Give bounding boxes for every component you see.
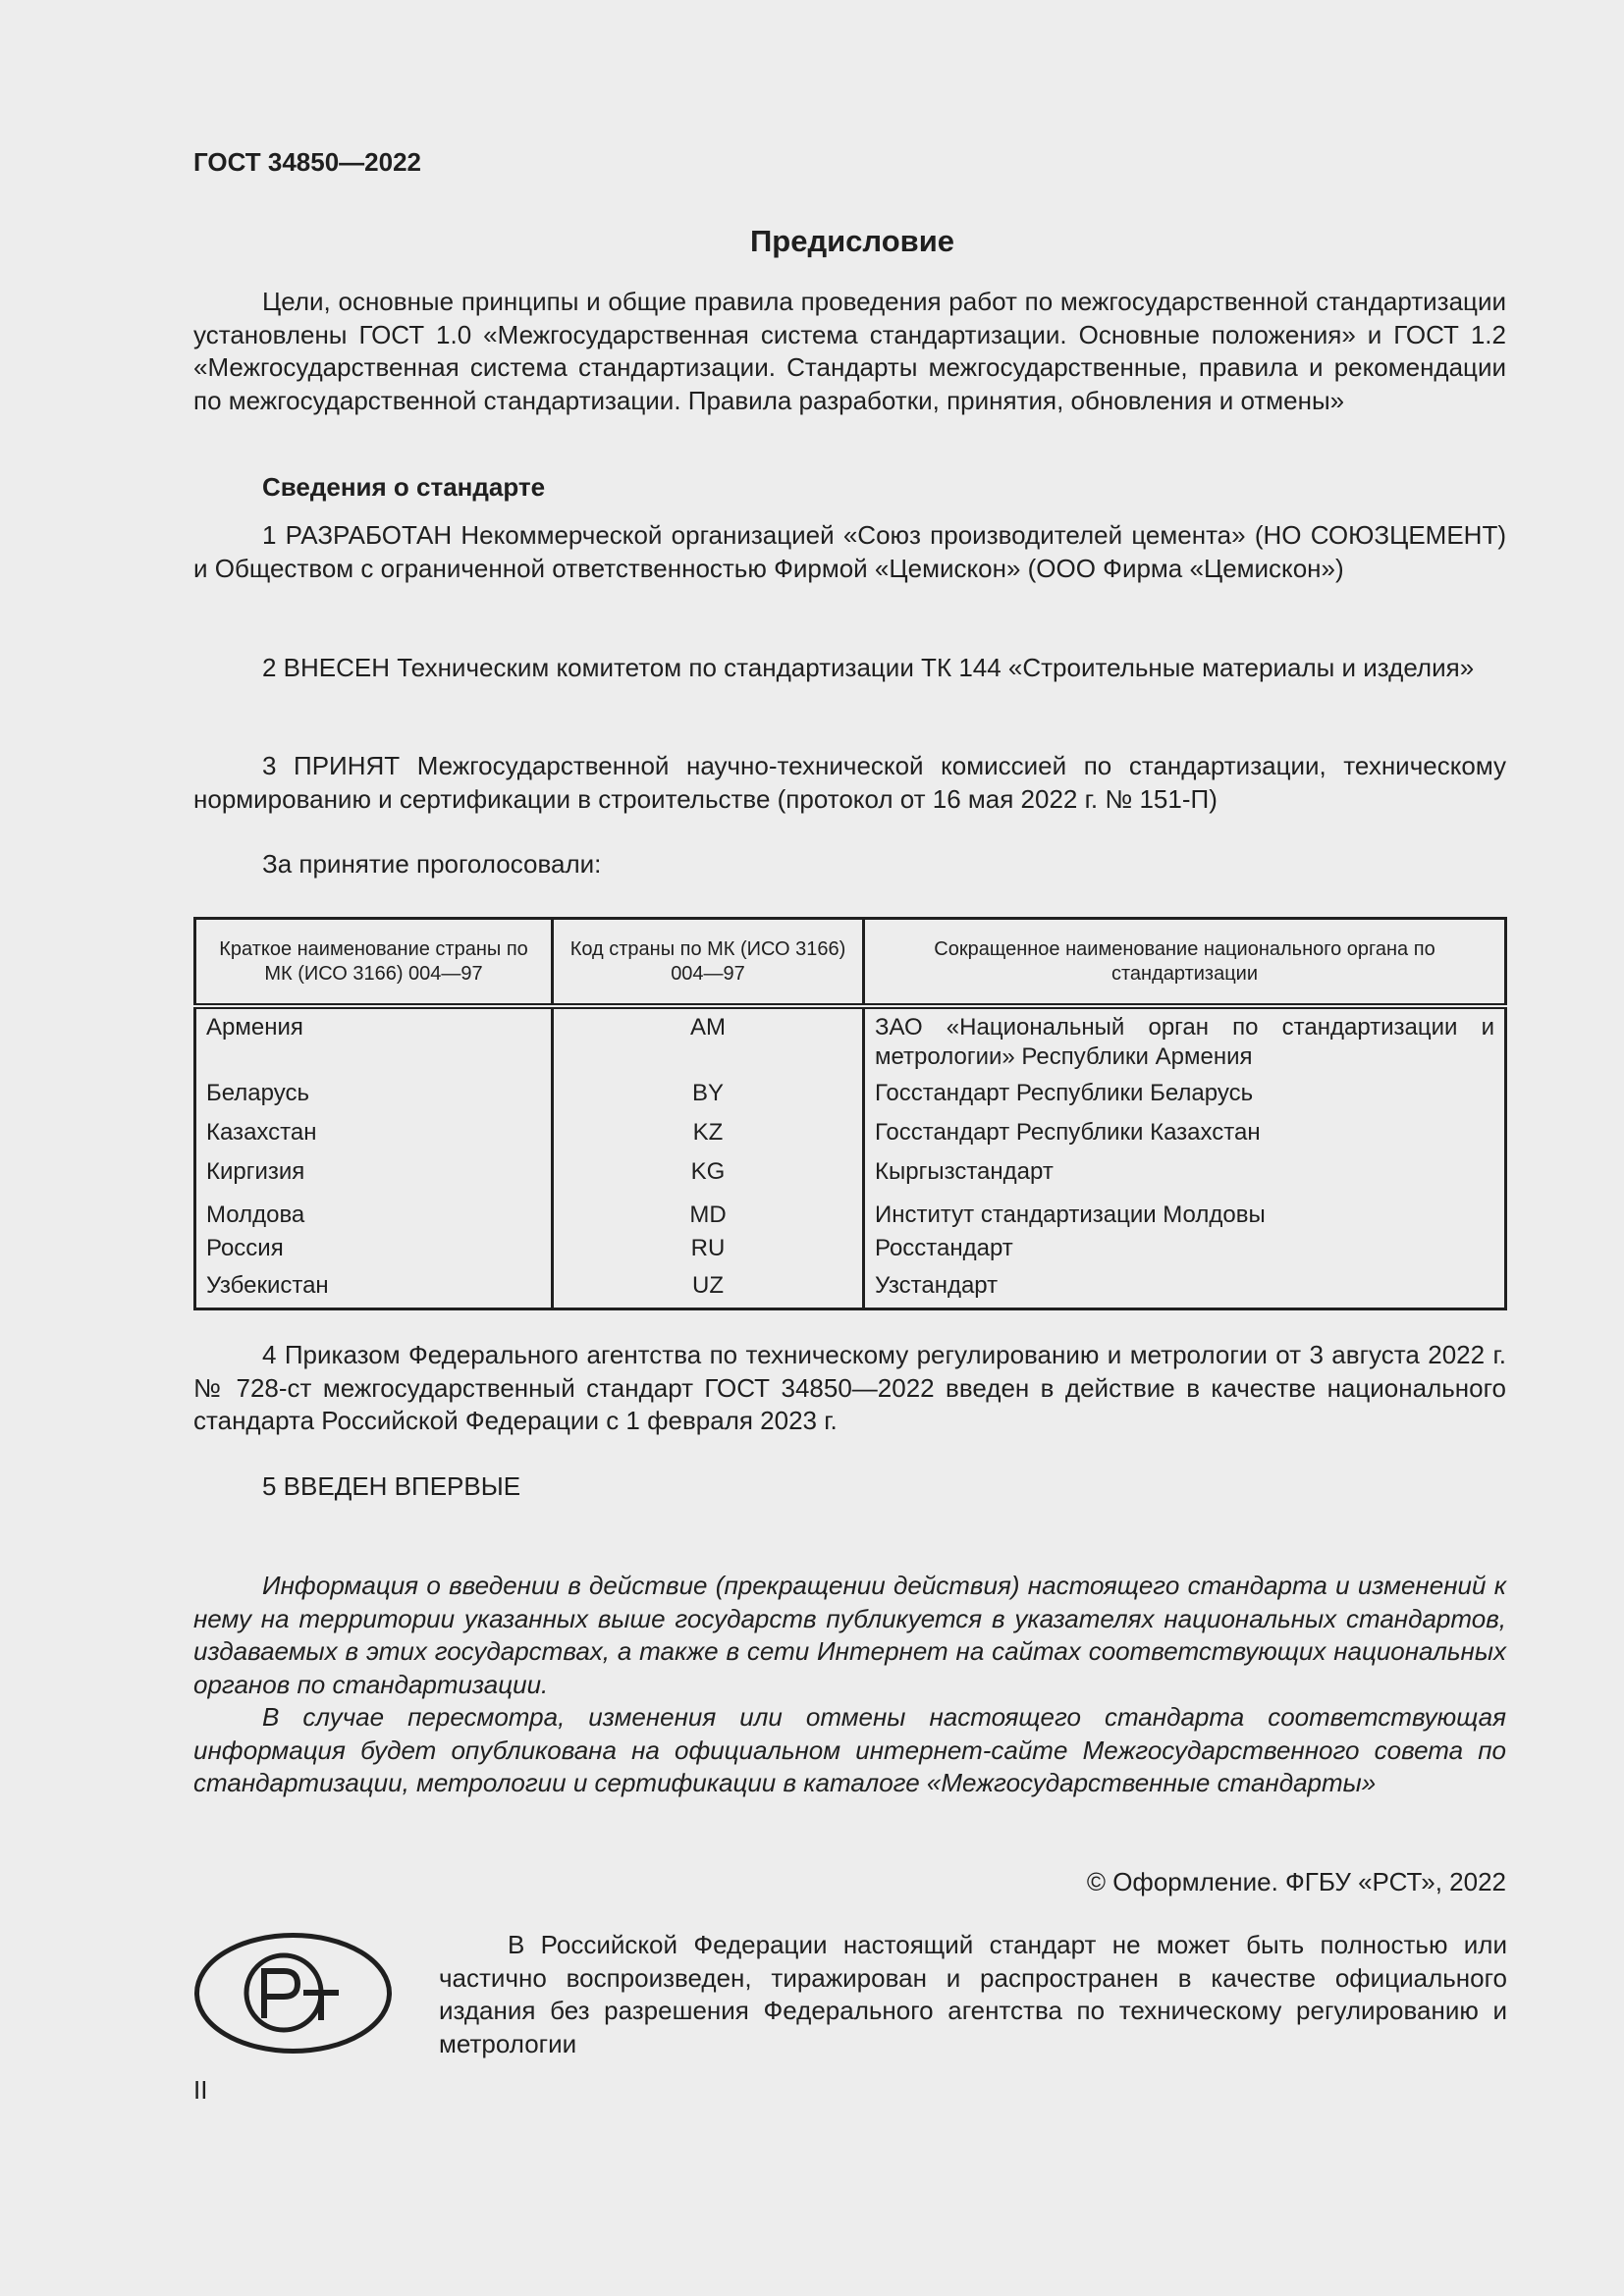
table-row: [195, 1075, 1506, 1114]
page-number: II: [193, 2075, 208, 2105]
org-cell: Росстандарт: [864, 1230, 1506, 1267]
country-cell: Казахстан: [195, 1114, 553, 1153]
item-order: 4 Приказом Федерального агентства по техническому регулированию и метрологии от 3 августа 2022 г. № 728-ст межгосударственный стандарт ГОСТ 34850—2022 введен в действие в качестве национального стандарта Российской Федерации с 1 февраля 2023 г.: [193, 1340, 1506, 1435]
intro-paragraph: Цели, основные принципы и общие правила проведения работ по межгосударственной стандартизации установлены ГОСТ 1.0 «Межгосударственная система стандартизации. Основные положения» и ГОСТ 1.2 «Межгосударственная система стандартизации. Стандарты межгосударственные, правила и рекомендации по межгосударственной стандартизации. Правила разработки, принятия, обновления и отмены»: [193, 287, 1506, 415]
code-cell: MD: [553, 1197, 864, 1230]
table-row: [195, 1267, 1506, 1309]
section-title: Сведения о стандарте: [262, 472, 546, 502]
org-cell: Госстандарт Республики Беларусь: [864, 1075, 1506, 1114]
header-country: Краткое наименование страны по МК (ИСО 3166) 004—97: [195, 919, 553, 1007]
table-row: [195, 1114, 1506, 1153]
standard-number: ГОСТ 34850—2022: [193, 147, 421, 177]
table-row: [195, 1153, 1506, 1197]
header-code: Код страны по МК (ИСО 3166) 004—97: [553, 919, 864, 1007]
rst-logo-icon: [193, 1932, 393, 2055]
country-cell: Узбекистан: [195, 1267, 553, 1309]
code-cell: KZ: [553, 1114, 864, 1153]
org-cell: Узстандарт: [864, 1267, 1506, 1309]
code-cell: AM: [553, 1006, 864, 1075]
table-header-row: [195, 919, 1506, 1007]
org-cell: Институт стандартизации Молдовы: [864, 1197, 1506, 1230]
table-row: [195, 1197, 1506, 1230]
code-cell: KG: [553, 1153, 864, 1197]
voting-table: [193, 917, 1507, 1310]
org-cell: ЗАО «Национальный орган по стандартизации и метрологии» Республики Армения: [864, 1006, 1506, 1075]
table-row: [195, 1230, 1506, 1267]
code-cell: BY: [553, 1075, 864, 1114]
item-developed: 1 РАЗРАБОТАН Некоммерческой организацией «Союз производителей цемента» (НО СОЮЗЦЕМЕНТ) и Обществом с ограниченной ответственностью Фирмой «Цемискон» (ООО Фирма «Цемискон»): [193, 520, 1506, 583]
table-row: [195, 1006, 1506, 1075]
header-org: Сокращенное наименование национального органа по стандартизации: [864, 919, 1506, 1007]
country-cell: Беларусь: [195, 1075, 553, 1114]
item-first-time: 5 ВВЕДЕН ВПЕРВЫЕ: [262, 1471, 521, 1501]
country-cell: Киргизия: [195, 1153, 553, 1197]
org-cell: Кыргызстандарт: [864, 1153, 1506, 1197]
item-introduced: 2 ВНЕСЕН Техническим комитетом по стандартизации ТК 144 «Строительные материалы и изделия»: [262, 653, 1475, 682]
country-cell: Россия: [195, 1230, 553, 1267]
code-cell: UZ: [553, 1267, 864, 1309]
info-paragraph-1: Информация о введении в действие (прекращении действия) настоящего стандарта и изменений к нему на территории указанных выше государств публикуется в указателях национальных стандартов, издаваемых в этих государствах, а также в сети Интернет на сайтах соответствующих национальных органов по стандартизации.: [193, 1571, 1506, 1699]
copyright: © Оформление. ФГБУ «РСТ», 2022: [1086, 1867, 1506, 1896]
page-title: Предисловие: [749, 224, 954, 258]
country-cell: Молдова: [195, 1197, 553, 1230]
country-cell: Армения: [195, 1006, 553, 1075]
item-adopted: 3 ПРИНЯТ Межгосударственной научно-технической комиссией по стандартизации, техническому нормированию и сертификации в строительстве (протокол от 16 мая 2022 г. № 151-П): [193, 751, 1506, 814]
info-paragraph-2: В случае пересмотра, изменения или отмены настоящего стандарта соответствующая информация будет опубликована на официальном интернет-сайте Межгосударственного совета по стандартизации, метрологии и сертификации в каталоге «Межгосударственные стандарты»: [193, 1702, 1506, 1797]
copyright-notice: В Российской Федерации настоящий стандарт не может быть полностью или частично воспроизведен, тиражирован и распространен в качестве официального издания без разрешения Федерального агентства по техническому регулированию и метрологии: [439, 1930, 1507, 2058]
org-cell: Госстандарт Республики Казахстан: [864, 1114, 1506, 1153]
voted-label: За принятие проголосовали:: [262, 849, 602, 879]
code-cell: RU: [553, 1230, 864, 1267]
